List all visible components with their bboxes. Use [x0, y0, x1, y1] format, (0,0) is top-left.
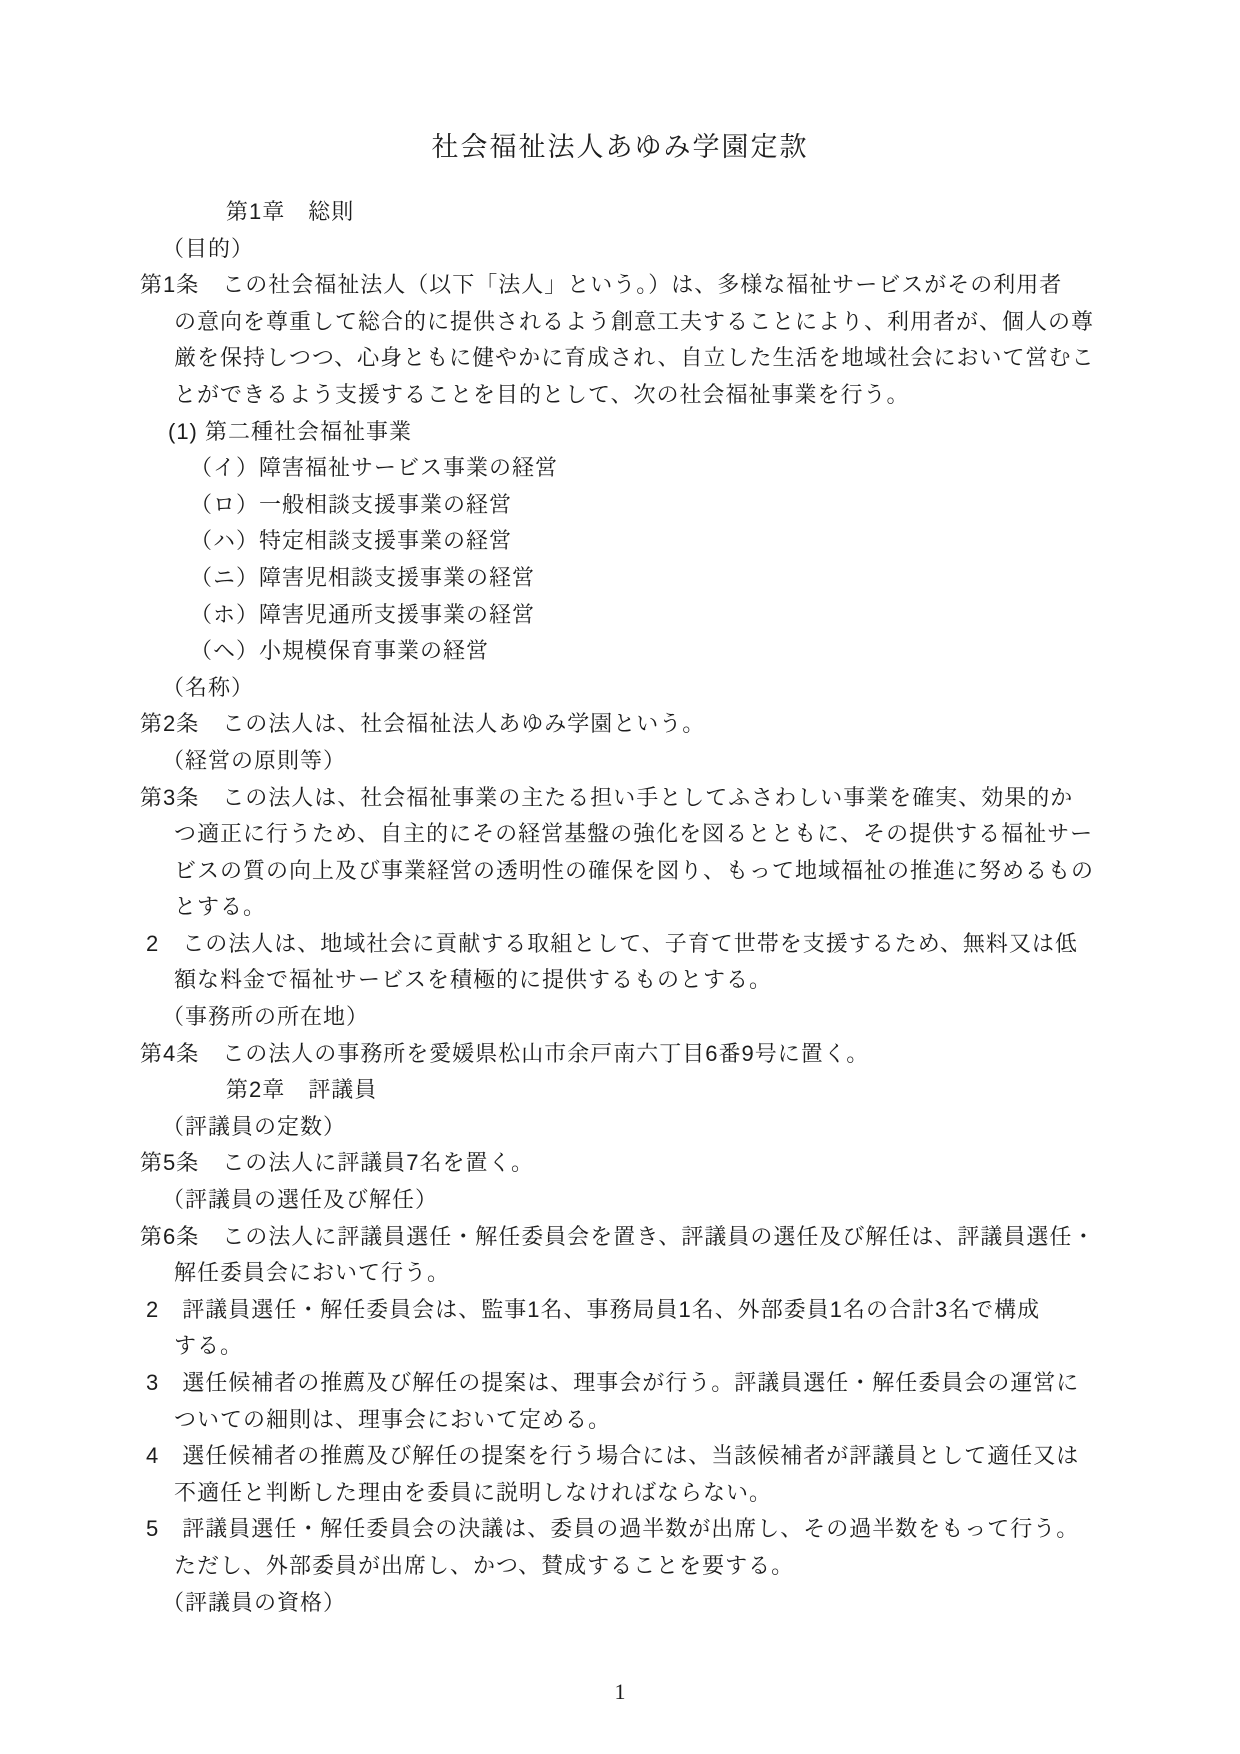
text-line: とができるよう支援することを目的として、次の社会福祉事業を行う。 — [174, 381, 910, 407]
text-line: 不適任と判断した理由を委員に説明しなければならない。 — [174, 1479, 773, 1505]
text-line: ビスの質の向上及び事業経営の透明性の確保を図り、もって地域福祉の推進に努めるもの — [174, 857, 1095, 883]
text-line: する。 — [174, 1333, 244, 1359]
document-title: 社会福祉法人あゆみ学園定款 — [431, 132, 809, 162]
text-line: ついての細則は、理事会において定める。 — [174, 1406, 612, 1432]
text-line: 2 評議員選任・解任委員会は、監事1名、事務局員1名、外部委員1名の合計3名で構成 — [146, 1296, 1041, 1322]
text-line: 第5条 この法人に評議員7名を置く。 — [140, 1150, 535, 1176]
document-body — [140, 194, 1125, 1621]
text-line: とする。 — [174, 894, 267, 920]
text-line: （事務所の所在地） — [162, 1004, 370, 1030]
text-line: （ニ）障害児相談支援事業の経営 — [190, 564, 536, 590]
text-line: （評議員の選任及び解任） — [162, 1187, 439, 1213]
page-number: 1 — [614, 1679, 626, 1704]
text-line: 第1条 この社会福祉法人（以下「法人」という。）は、多様な福祉サービスがその利用者 — [140, 272, 1063, 298]
text-line: 解任委員会において行う。 — [174, 1260, 451, 1286]
text-line: つ適正に行うため、自主的にその経営基盤の強化を図るとともに、その提供する福祉サー — [174, 821, 1094, 847]
text-line: 第1章 総則 — [226, 199, 355, 224]
text-line: （目的） — [162, 235, 255, 261]
text-line: （評議員の資格） — [162, 1589, 347, 1615]
text-line: 第6条 この法人に評議員選任・解任委員会を置き、評議員の選任及び解任は、評議員選任・ — [140, 1223, 1096, 1249]
text-line: 4 選任候補者の推薦及び解任の提案を行う場合には、当該候補者が評議員として適任又は — [146, 1443, 1080, 1469]
text-line: 第3条 この法人は、社会福祉事業の主たる担い手としてふさわしい事業を確実、効果的か — [140, 784, 1074, 810]
text-line: （経営の原則等） — [162, 747, 347, 773]
text-line: （評議員の定数） — [162, 1113, 347, 1139]
text-line: の意向を尊重して総合的に提供されるよう創意工夫することにより、利用者が、個人の尊 — [174, 308, 1095, 334]
text-line: 額な料金で福祉サービスを積極的に提供するものとする。 — [174, 967, 773, 993]
text-line: （ロ）一般相談支援事業の経営 — [190, 491, 513, 517]
text-line: （イ）障害福祉サービス事業の経営 — [190, 455, 559, 481]
text-line: （ハ）特定相談支援事業の経営 — [190, 528, 513, 554]
text-line: 第2章 評議員 — [226, 1077, 378, 1103]
text-line: 第2条 この法人は、社会福祉法人あゆみ学園という。 — [140, 711, 706, 737]
text-line: 2 この法人は、地域社会に貢献する取組として、子育て世帯を支援するため、無料又は低 — [146, 930, 1078, 956]
text-line: 第4条 この法人の事務所を愛媛県松山市余戸南六丁目6番9号に置く。 — [140, 1040, 870, 1066]
text-line: ただし、外部委員が出席し、かつ、賛成することを要する。 — [174, 1552, 795, 1578]
text-line: 厳を保持しつつ、心身ともに健やかに育成され、自立した生活を地域社会において営むこ — [174, 345, 1095, 371]
text-line: (1) 第二種社会福祉事業 — [168, 418, 413, 444]
text-line: 3 選任候補者の推薦及び解任の提案は、理事会が行う。評議員選任・解任委員会の運営に — [146, 1370, 1080, 1395]
text-line: （ホ）障害児通所支援事業の経営 — [190, 601, 536, 627]
text-line: （名称） — [162, 674, 255, 700]
text-line: （ヘ）小規模保育事業の経営 — [190, 638, 490, 664]
text-line: 5 評議員選任・解任委員会の決議は、委員の過半数が出席し、その過半数をもって行う。 — [146, 1516, 1080, 1542]
